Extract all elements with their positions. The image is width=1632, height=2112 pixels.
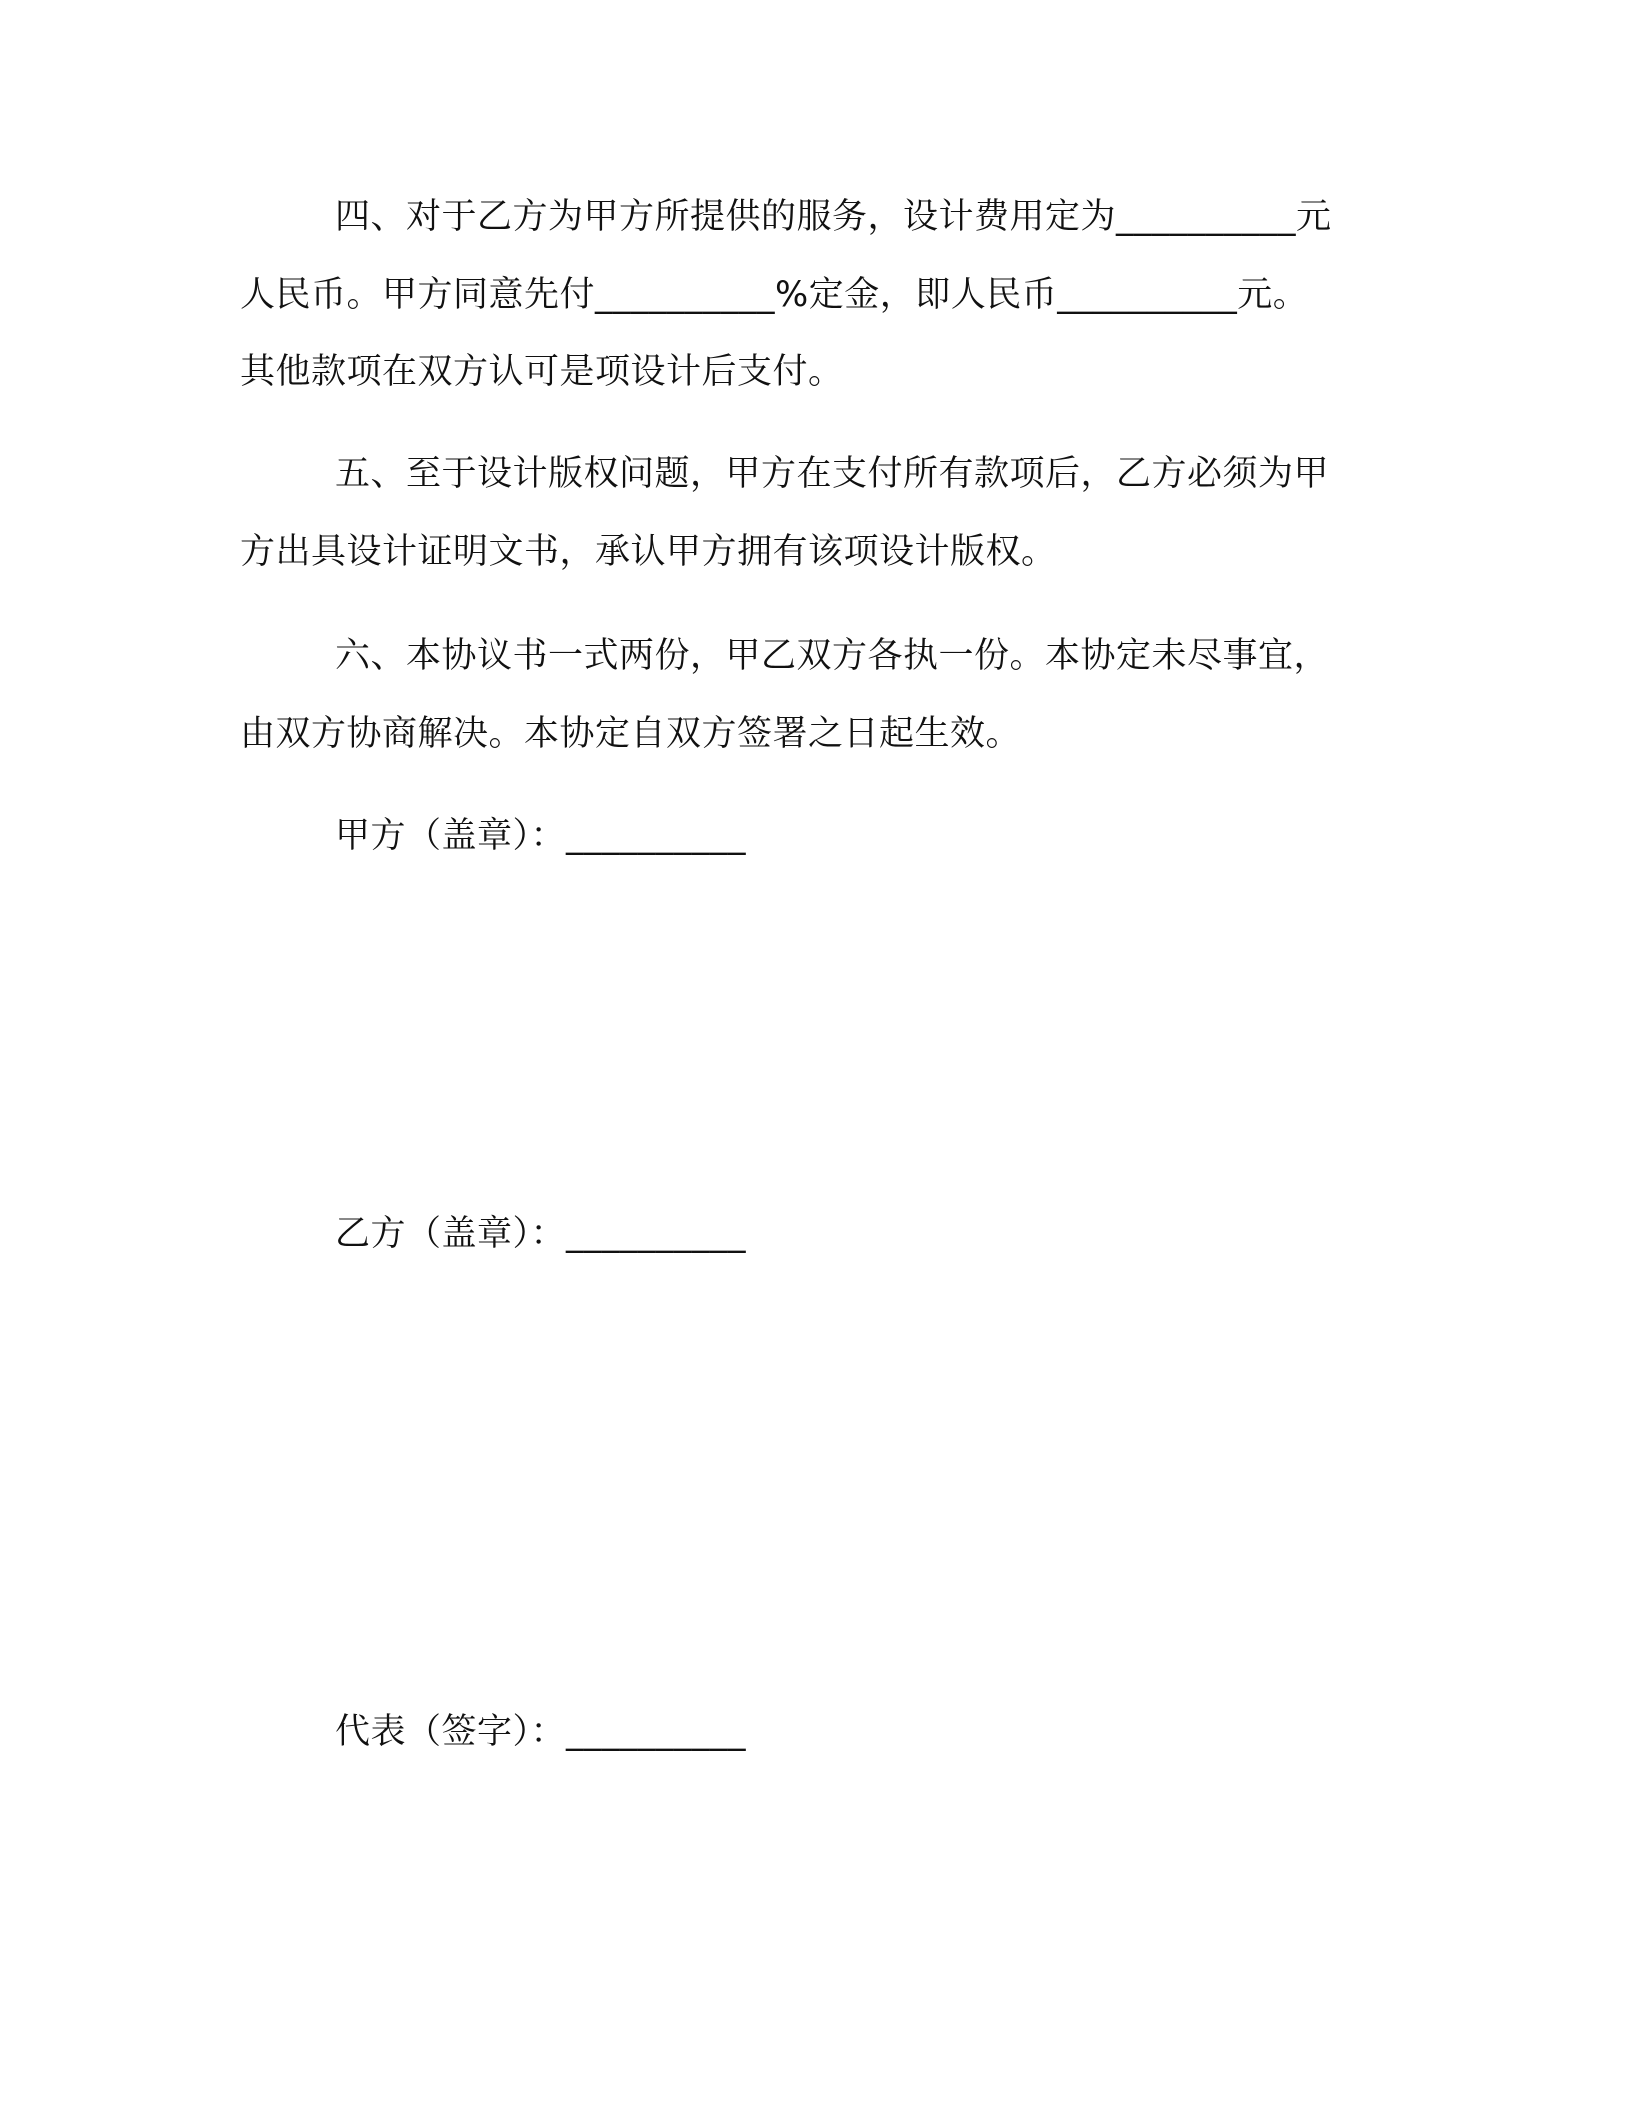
clause-6-line-2: 由双方协商解决。本协定自双方签署之日起生效。 xyxy=(240,714,1022,754)
clause-5-line-1: 五、至于设计版权问题，甲方在支付所有款项后，乙方必须为甲 xyxy=(335,454,1330,494)
clause-4-line-2: 人民币。甲方同意先付__________%定金，即人民币__________元。 xyxy=(240,275,1309,315)
party-a-seal-line: 甲方（盖章）：__________ xyxy=(335,816,747,856)
clause-4-line-3: 其他款项在双方认可是项设计后支付。 xyxy=(240,352,844,392)
clause-4-line-1: 四、对于乙方为甲方所提供的服务，设计费用定为__________元 xyxy=(335,197,1332,237)
representative-signature-line: 代表（签字）：__________ xyxy=(335,1712,747,1752)
clause-5-line-2: 方出具设计证明文书，承认甲方拥有该项设计版权。 xyxy=(240,532,1057,572)
clause-6-line-1: 六、本协议书一式两份，甲乙双方各执一份。本协定未尽事宜， xyxy=(335,636,1330,676)
party-b-seal-line: 乙方（盖章）：__________ xyxy=(335,1214,747,1254)
